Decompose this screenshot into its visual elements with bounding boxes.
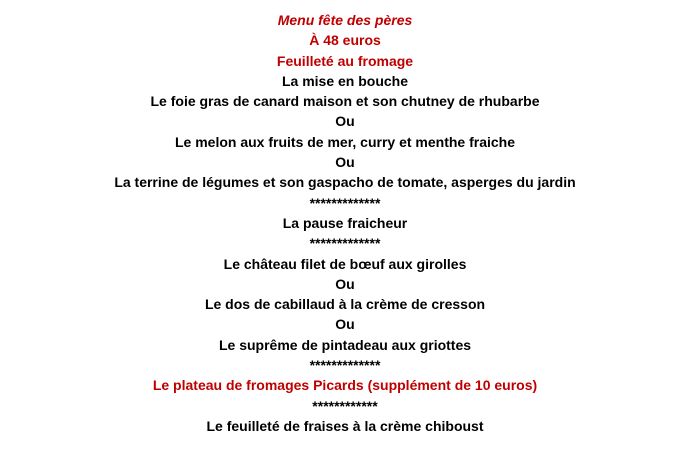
menu-price: À 48 euros: [309, 32, 381, 49]
main-option-2: Le dos de cabillaud à la crème de cresson: [204, 296, 486, 313]
separator-4: ************: [312, 397, 378, 414]
amuse-bouche-heading: La mise en bouche: [281, 72, 409, 89]
starter-option-1: Le foie gras de canard maison et son chutney de rhubarbe: [150, 93, 540, 110]
separator-3: *************: [309, 357, 381, 374]
pause-course: La pause fraicheur: [282, 214, 408, 231]
menu-card: [0, 10, 690, 436]
starter-option-2: Le melon aux fruits de mer, curry et menthe fraiche: [175, 133, 515, 150]
main-option-3: Le suprême de pintadeau aux griottes: [218, 336, 472, 353]
starter-option-3: La terrine de légumes et son gaspacho de tomate, asperges du jardin: [114, 174, 576, 191]
or-divider-1: Ou: [335, 113, 355, 130]
main-option-1: Le château filet de bœuf aux girolles: [223, 255, 467, 272]
cheese-course: Le plateau de fromages Picards (supplément de 10 euros): [152, 377, 538, 394]
separator-1: *************: [309, 194, 381, 211]
menu-intro: Feuilleté au fromage: [276, 52, 414, 69]
or-divider-2: Ou: [335, 154, 355, 171]
or-divider-4: Ou: [335, 316, 355, 333]
or-divider-3: Ou: [335, 275, 355, 292]
separator-2: *************: [309, 235, 381, 252]
dessert-course: Le feuilleté de fraises à la crème chiboust: [206, 417, 484, 434]
menu-title: Menu fête des pères: [277, 12, 413, 28]
